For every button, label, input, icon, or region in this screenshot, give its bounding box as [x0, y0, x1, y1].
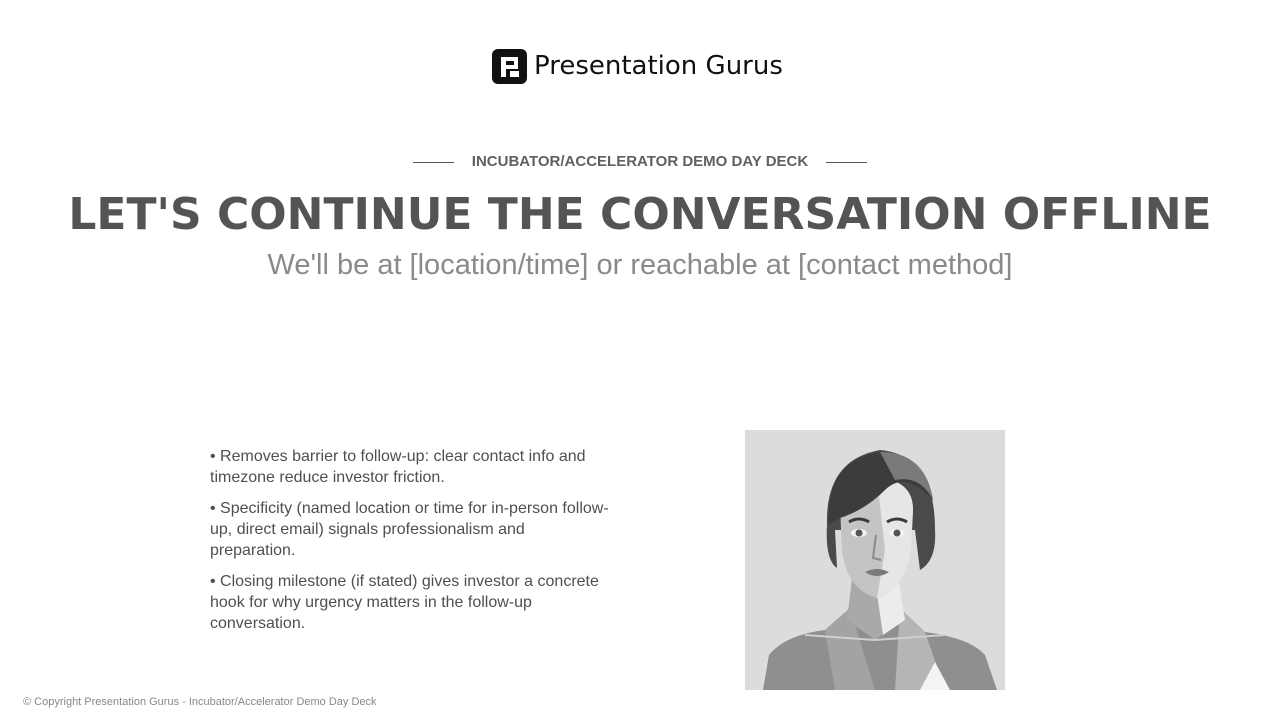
- slide-title: LET'S CONTINUE THE CONVERSATION OFFLINE: [68, 189, 1212, 240]
- footer-copyright: © Copyright Presentation Gurus - Incubator/Accelerator Demo Day Deck: [23, 696, 377, 708]
- bullet-item: • Closing milestone (if stated) gives investor a concrete hook for why urgency matters in the follow-up conversation.: [210, 573, 599, 632]
- slide-subtitle: We'll be at [location/time] or reachable at [contact method]: [267, 249, 1013, 281]
- brand-name: Presentation Gurus: [534, 51, 783, 81]
- eyebrow-divider-right: [826, 162, 867, 163]
- bullet-item: • Specificity (named location or time for in-person follow-up, direct email) signals professionalism and preparation.: [210, 500, 609, 559]
- eyebrow: [0, 152, 1280, 172]
- bullet-list: [210, 446, 610, 644]
- portrait-image: [745, 430, 1005, 690]
- eyebrow-divider-left: [413, 162, 454, 163]
- woman-portrait-illustration: [745, 430, 1005, 690]
- presentation-gurus-logo-icon: [492, 49, 527, 84]
- brand-logo: [492, 48, 783, 84]
- eyebrow-text: INCUBATOR/ACCELERATOR DEMO DAY DECK: [471, 153, 809, 170]
- bullet-item: • Removes barrier to follow-up: clear contact info and timezone reduce investor friction.: [210, 448, 586, 486]
